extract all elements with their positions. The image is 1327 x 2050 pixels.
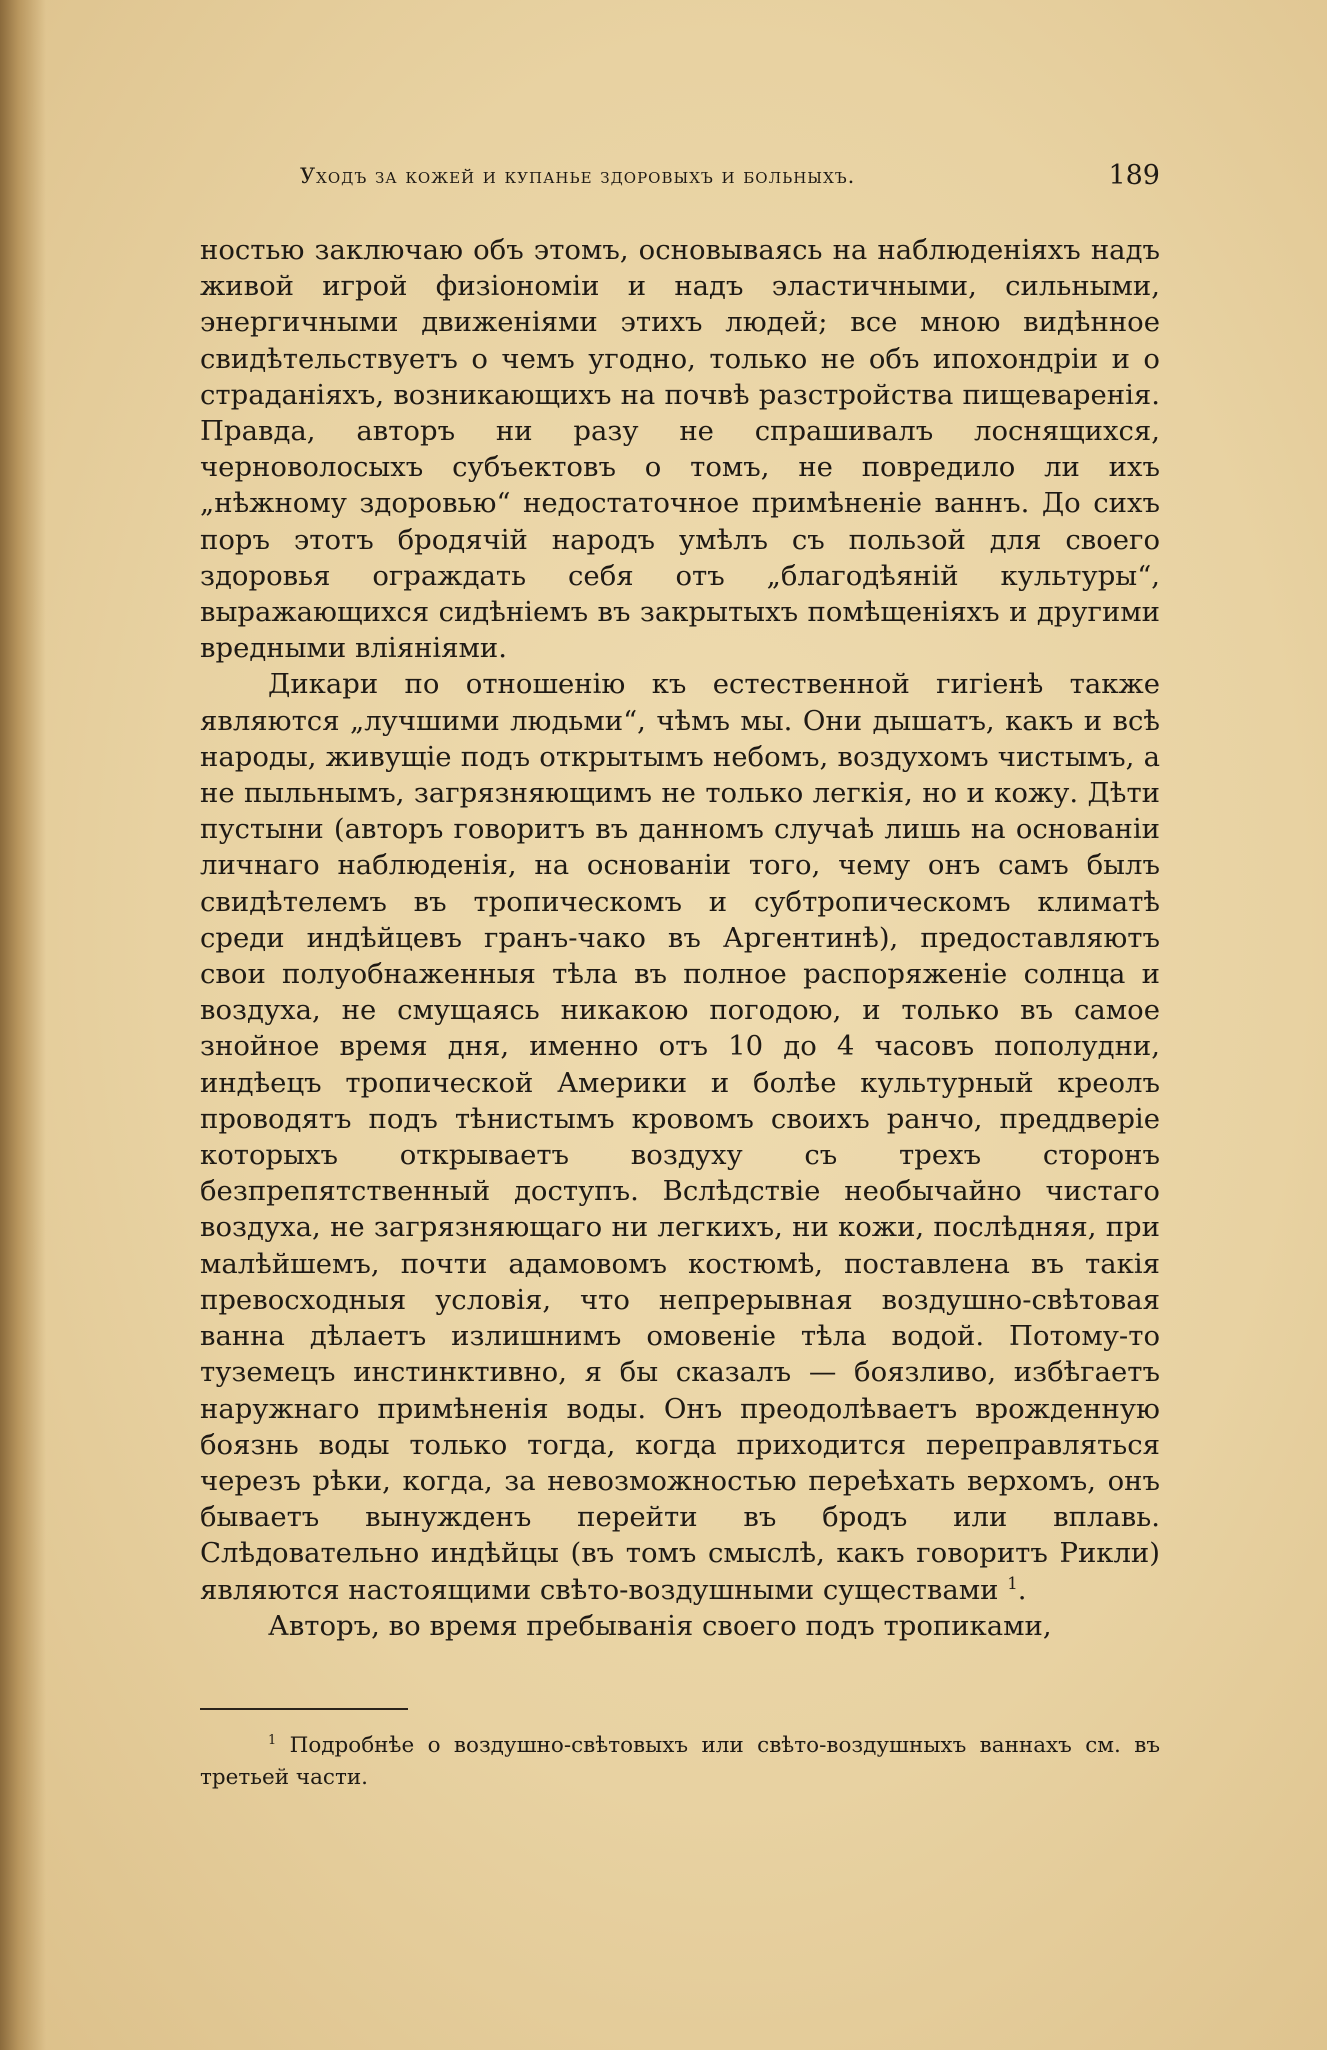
footnote-reference: 1 bbox=[1007, 1573, 1018, 1593]
paragraph: ностью заключаю объ этомъ, основываясь на наблюденіяхъ надъ живой игрой физіономіи и надъ эластичными, сильными, энергичными движеніями этихъ людей; все мною видѣнное свидѣтельствуетъ о чемъ угодно, только не объ ипохондріи и о страданіяхъ, возникающихъ на почвѣ разстройства пищеваренія. Правда, авторъ ни разу не спрашивалъ лоснящихся, черноволосыхъ субъектовъ о томъ, не повредило ли ихъ „нѣжному здоровью“ недостаточное примѣненіе ваннъ. До сихъ поръ этотъ бродячій народъ умѣлъ съ пользой для своего здоровья ограждать себя отъ „благодѣяній культуры“, выражающихся сидѣніемъ въ закрытыхъ помѣщеніяхъ и другими вредными вліяніями. bbox=[200, 234, 1160, 665]
footnote-divider bbox=[200, 1708, 408, 1710]
paragraph-text: Дикари по отношенію къ естественной гигіенѣ также являются „лучшими людьми“, чѣмъ мы. Они дышатъ, какъ и всѣ народы, живущіе подъ открытымъ небомъ, воздухомъ чистымъ, а не пыльнымъ, загрязняющимъ не только легкія, но и кожу. Дѣти пустыни (авторъ говоритъ въ данномъ случаѣ лишь на основаніи личнаго наблюденія, на основаніи того, чему онъ самъ былъ свидѣтелемъ въ тропическомъ и субтропическомъ климатѣ среди индѣйцевъ гранъ-чако въ Аргентинѣ), предоставляютъ свои полуобнаженныя тѣла въ полное распоряженіе солнца и воздуха, не смущаясь никакою погодою, и только въ самое знойное время дня, именно отъ 10 до 4 часовъ пополудни, индѣецъ тропической Америки и болѣе культурный креолъ проводятъ подъ тѣнистымъ кровомъ своихъ ранчо, преддверіе которыхъ открываетъ воздуху съ трехъ сторонъ безпрепятственный доступъ. Вслѣдствіе необычайно чистаго воздуха, не загрязняющаго ни легкихъ, ни кожи, послѣдняя, при малѣйшемъ, почти адамовомъ костюмѣ, поставлена въ такія превосходныя условія, что непрерывная воздушно-свѣтовая ванна дѣлаетъ излишнимъ омовеніе тѣла водой. Потому-то туземецъ инстинктивно, я бы сказалъ — боязливо, избѣгаетъ наружнаго примѣненія воды. Онъ преодолѣваетъ врожденную боязнь воды только тогда, когда приходится переправляться черезъ рѣки, когда, за невозможностью переѣхать верхомъ, онъ бываетъ вынужденъ перейти въ бродъ или вплавь. Слѣдовательно индѣйцы (въ томъ смыслѣ, какъ говоритъ Рикли) являются настоящими свѣто-воздушными существами bbox=[200, 668, 1160, 1606]
running-title: Уходъ за кожей и купанье здоровыхъ и больныхъ. bbox=[300, 164, 856, 188]
page-header bbox=[200, 160, 1160, 200]
footnote-line bbox=[200, 1730, 1160, 1794]
footnote-marker: 1 bbox=[268, 1732, 277, 1748]
paragraph: Дикари по отношенію къ естественной гигіенѣ также являются „лучшими людьми“, чѣмъ мы. Они дышатъ, какъ и всѣ народы, живущіе подъ открытымъ небомъ, воздухомъ чистымъ, а не пыльнымъ, загрязняющимъ не только легкія, но и кожу. Дѣти пустыни (авторъ говоритъ въ данномъ случаѣ лишь на основаніи личнаго наблюденія, на основаніи того, чему онъ самъ былъ свидѣтелемъ въ тропическомъ и субтропическомъ климатѣ среди индѣйцевъ гранъ-чако въ Аргентинѣ), предоставляютъ свои полуобнаженныя тѣла въ полное распоряженіе солнца и воздуха, не смущаясь никакою погодою, и только въ самое знойное время дня, именно отъ 10 до 4 часовъ пополудни, индѣецъ тропической Америки и болѣе культурный креолъ проводятъ подъ тѣнистымъ кровомъ своихъ ранчо, преддверіе которыхъ открываетъ воздуху съ трехъ сторонъ безпрепятственный доступъ. Вслѣдствіе необычайно чистаго воздуха, не загрязняющаго ни легкихъ, ни кожи, послѣдняя, при малѣйшемъ, почти адамовомъ костюмѣ, поставлена въ такія превосходныя условія, что непрерывная воздушно-свѣтовая ванна дѣлаетъ излишнимъ омовеніе тѣла водой. Потому-то туземецъ инстинктивно, я бы сказалъ — боязливо, избѣгаетъ наружнаго примѣненія воды. Онъ преодолѣваетъ врожденную боязнь воды только тогда, когда приходится переправляться черезъ рѣки, когда, за невозможностью переѣхать верхомъ, онъ бываетъ вынужденъ перейти въ бродъ или вплавь. Слѣдовательно индѣйцы (въ томъ смыслѣ, какъ говоритъ Рикли) являются настоящими свѣто-воздушными существами $^1$. bbox=[200, 668, 1160, 1606]
footnote bbox=[200, 1730, 1160, 1794]
page-number: 189 bbox=[1108, 160, 1160, 191]
page-edge-shadow bbox=[0, 0, 46, 2050]
paragraph: Авторъ, во время пребыванія своего подъ тропиками, bbox=[268, 1609, 1052, 1642]
main-text bbox=[200, 232, 1160, 1644]
footnote-text: Подробнѣе о воздушно-свѣтовыхъ или свѣто-воздушныхъ ваннахъ см. въ третьей части. bbox=[200, 1733, 1160, 1790]
